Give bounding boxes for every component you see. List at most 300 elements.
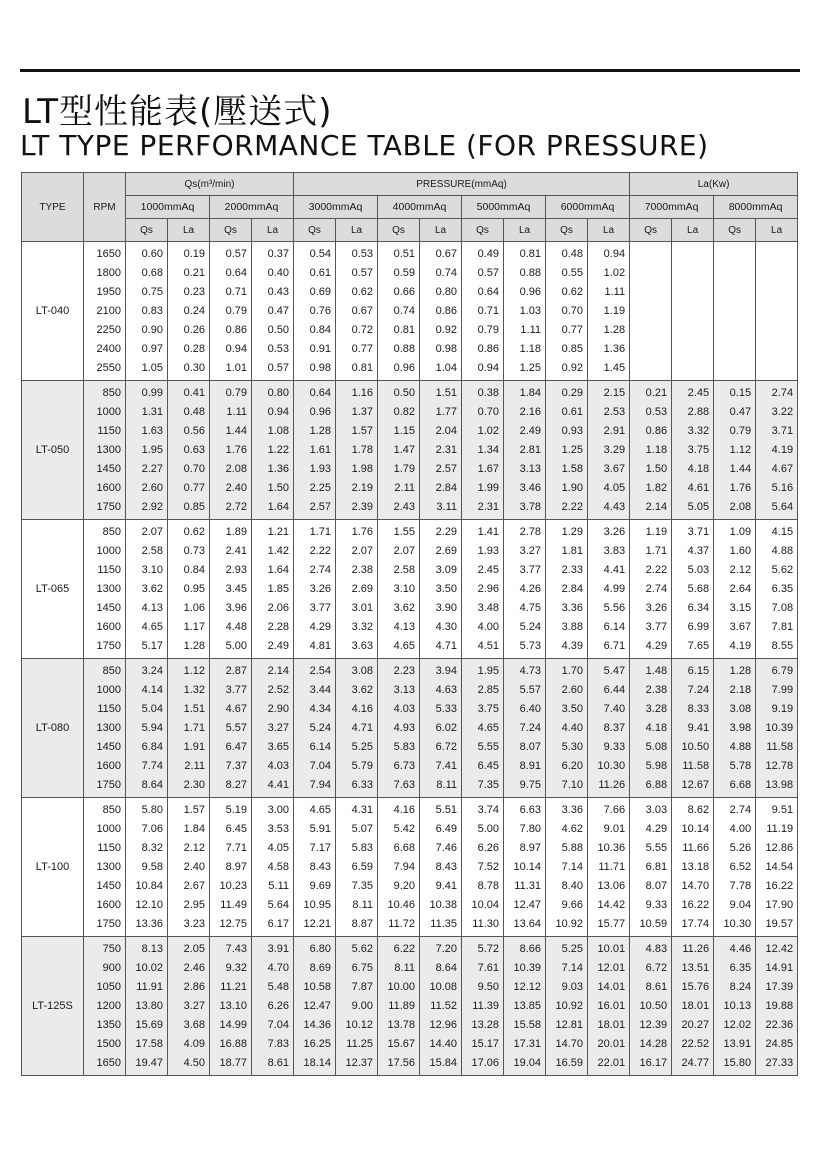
la-col-header: La	[252, 219, 294, 242]
performance-value: 3.48	[477, 601, 499, 614]
la-value-cell	[504, 798, 546, 937]
performance-value: 12.02	[723, 1018, 752, 1031]
performance-value: 12.47	[303, 999, 331, 1012]
performance-value: 4.16	[351, 702, 373, 715]
rpm-value: 1300	[96, 443, 121, 456]
performance-value: 16.22	[765, 879, 794, 892]
performance-value: 8.43	[435, 860, 457, 873]
performance-value: 11.71	[598, 860, 626, 873]
performance-value: 2.15	[603, 386, 626, 399]
rpm-value: 850	[102, 386, 121, 399]
performance-value: 2.06	[267, 601, 289, 614]
qs-value-cell	[294, 520, 336, 659]
qs-col-header: Qs	[126, 219, 168, 242]
performance-value: 16.88	[219, 1037, 247, 1050]
performance-value: 0.66	[393, 285, 415, 298]
performance-value: 1.37	[351, 405, 373, 418]
la-value-cell	[252, 381, 294, 520]
performance-value: 1.71	[645, 544, 668, 557]
performance-value: 3.22	[771, 405, 794, 418]
performance-value: 3.27	[519, 544, 541, 557]
performance-value: 7.78	[729, 879, 752, 892]
model-type: LT-100	[22, 798, 84, 937]
qs-col-header: Qs	[378, 219, 420, 242]
performance-value: 2.33	[561, 563, 583, 576]
performance-value: 4.65	[309, 803, 331, 816]
performance-value: 8.13	[141, 942, 163, 955]
rpm-value: 900	[102, 961, 121, 974]
la-value-cell	[672, 659, 714, 798]
performance-value: 24.85	[765, 1037, 794, 1050]
performance-value: 0.64	[225, 266, 247, 279]
performance-value: 2.74	[771, 386, 794, 399]
performance-value: 1.03	[519, 304, 541, 317]
performance-value: 14.99	[219, 1018, 247, 1031]
performance-value: 12.12	[513, 980, 541, 993]
performance-value: 11.25	[346, 1037, 373, 1050]
performance-value: 1.76	[225, 443, 247, 456]
performance-value: 5.98	[645, 759, 668, 772]
performance-value: 4.31	[351, 803, 373, 816]
performance-value: 3.74	[477, 803, 499, 816]
rpm-value: 2400	[96, 342, 121, 355]
performance-value: 1.50	[267, 481, 289, 494]
model-group-row	[22, 242, 798, 381]
la-col-header: La	[420, 219, 462, 242]
performance-value: 2.52	[267, 683, 289, 696]
la-value-cell	[588, 381, 630, 520]
performance-value: 1.90	[561, 481, 583, 494]
pressure-col-header: 1000mmAq	[126, 196, 210, 219]
performance-value: 12.39	[639, 1018, 668, 1031]
pressure-header: PRESSURE(mmAq)	[294, 173, 630, 196]
performance-value: 10.92	[555, 917, 583, 930]
la-value-cell	[420, 242, 462, 381]
la-value-cell	[336, 242, 378, 381]
performance-value: 2.64	[729, 582, 752, 595]
performance-value: 1.51	[435, 386, 457, 399]
performance-value: 4.75	[519, 601, 541, 614]
performance-value: 3.23	[183, 917, 205, 930]
performance-value: 5.30	[561, 740, 583, 753]
rpm-header: RPM	[84, 173, 126, 242]
performance-value: 1.04	[435, 361, 457, 374]
performance-value: 0.79	[729, 424, 752, 437]
performance-value: 14.40	[429, 1037, 457, 1050]
performance-value: 15.69	[135, 1018, 163, 1031]
performance-value: 10.36	[597, 841, 626, 854]
qs-col-header: Qs	[630, 219, 672, 242]
performance-value: 10.39	[513, 961, 541, 974]
performance-value: 7.94	[393, 860, 415, 873]
performance-value: 3.50	[435, 582, 457, 595]
la-value-cell	[168, 937, 210, 1076]
performance-value: 1.34	[477, 443, 499, 456]
performance-value: 11.19	[766, 822, 794, 835]
rpm-value: 1450	[96, 740, 121, 753]
la-col-header: La	[588, 219, 630, 242]
performance-value: 4.65	[477, 721, 499, 734]
performance-value: 2.07	[393, 544, 415, 557]
performance-value: 8.11	[394, 961, 415, 974]
performance-value: 2.23	[393, 664, 415, 677]
performance-value: 8.07	[645, 879, 668, 892]
la-value-cell	[672, 520, 714, 659]
performance-value: 2.29	[435, 525, 457, 538]
performance-value: 0.62	[561, 285, 583, 298]
qs-value-cell	[210, 798, 252, 937]
performance-value: 4.29	[645, 822, 668, 835]
performance-value: 8.07	[519, 740, 541, 753]
performance-value: 2.78	[519, 525, 541, 538]
performance-value: 3.27	[267, 721, 289, 734]
performance-value: 3.44	[309, 683, 331, 696]
performance-value: 2.58	[393, 563, 415, 576]
qs-value-cell	[546, 659, 588, 798]
performance-value: 14.91	[765, 961, 794, 974]
performance-table	[21, 172, 798, 1076]
type-header: TYPE	[22, 173, 84, 242]
performance-value: 0.94	[477, 361, 499, 374]
performance-value: 3.62	[393, 601, 415, 614]
performance-value: 10.38	[429, 898, 457, 911]
performance-value: 8.97	[225, 860, 247, 873]
la-col-header: La	[336, 219, 378, 242]
performance-value: 3.75	[477, 702, 499, 715]
performance-value: 3.26	[309, 582, 331, 595]
performance-value: 10.23	[219, 879, 247, 892]
performance-value: 9.32	[225, 961, 247, 974]
performance-value: 0.21	[183, 266, 205, 279]
performance-value: 0.74	[435, 266, 457, 279]
rpm-cell	[84, 937, 126, 1076]
performance-value: 0.95	[183, 582, 205, 595]
performance-value: 3.65	[267, 740, 289, 753]
performance-value: 13.36	[135, 917, 163, 930]
performance-value: 1.71	[183, 721, 205, 734]
performance-value: 3.26	[645, 601, 668, 614]
performance-value: 1.11	[604, 285, 626, 298]
performance-value: 4.34	[309, 702, 331, 715]
performance-value: 2.28	[267, 620, 289, 633]
performance-value: 1.60	[729, 544, 752, 557]
performance-value: 2.54	[309, 664, 331, 677]
rpm-value: 1000	[96, 405, 121, 418]
la-value-cell	[756, 937, 798, 1076]
performance-value: 15.58	[513, 1018, 541, 1031]
performance-value: 3.24	[141, 664, 163, 677]
qs-value-cell	[294, 798, 336, 937]
qs-value-cell	[714, 242, 756, 381]
performance-value: 0.53	[267, 342, 289, 355]
model-type: LT-040	[22, 242, 84, 381]
performance-value: 0.38	[477, 386, 499, 399]
qs-col-header: Qs	[294, 219, 336, 242]
performance-value: 2.11	[394, 481, 415, 494]
performance-value: 6.33	[351, 778, 373, 791]
performance-value: 7.52	[477, 860, 499, 873]
performance-value: 12.42	[765, 942, 794, 955]
performance-value: 4.19	[771, 443, 794, 456]
performance-value: 1.76	[351, 525, 373, 538]
performance-value: 0.55	[561, 266, 583, 279]
qs-value-cell	[546, 937, 588, 1076]
performance-value: 1.28	[309, 424, 331, 437]
qs-col-header: Qs	[714, 219, 756, 242]
performance-value: 3.90	[435, 601, 457, 614]
qs-value-cell	[126, 520, 168, 659]
performance-value: 2.22	[561, 500, 583, 513]
qs-value-cell	[630, 242, 672, 381]
performance-value: 4.00	[729, 822, 752, 835]
performance-value: 1.12	[183, 664, 205, 677]
la-value-cell	[336, 520, 378, 659]
la-value-cell	[420, 937, 462, 1076]
performance-value: 10.01	[597, 942, 626, 955]
performance-value: 6.52	[729, 860, 752, 873]
la-col-header: La	[672, 219, 714, 242]
performance-value: 0.23	[183, 285, 205, 298]
performance-value: 1.64	[267, 500, 289, 513]
performance-value: 8.40	[561, 879, 583, 892]
performance-value: 0.47	[729, 405, 752, 418]
performance-value: 15.67	[387, 1037, 415, 1050]
pressure-col-header: 6000mmAq	[546, 196, 630, 219]
performance-value: 2.85	[477, 683, 499, 696]
qs-value-cell	[210, 381, 252, 520]
performance-value: 12.10	[135, 898, 163, 911]
performance-value: 4.40	[561, 721, 583, 734]
performance-value: 0.79	[225, 304, 247, 317]
performance-value: 0.69	[309, 285, 331, 298]
performance-value: 0.77	[351, 342, 373, 355]
performance-value: 3.75	[687, 443, 710, 456]
performance-value: 5.05	[687, 500, 710, 513]
performance-value: 1.25	[561, 443, 583, 456]
performance-value: 4.48	[225, 620, 247, 633]
rpm-value: 1450	[96, 462, 121, 475]
performance-value: 0.82	[393, 405, 415, 418]
performance-value: 10.39	[765, 721, 794, 734]
performance-value: 1.17	[183, 620, 205, 633]
performance-value: 6.88	[645, 778, 668, 791]
performance-value: 7.24	[687, 683, 710, 696]
performance-value: 3.01	[351, 601, 373, 614]
performance-value: 2.12	[183, 841, 205, 854]
performance-value: 13.91	[723, 1037, 752, 1050]
qs-value-cell	[378, 798, 420, 937]
la-value-cell	[672, 798, 714, 937]
performance-value: 0.51	[393, 247, 415, 260]
performance-value: 6.44	[603, 683, 626, 696]
performance-value: 5.33	[435, 702, 457, 715]
performance-value: 2.74	[645, 582, 668, 595]
performance-value: 6.45	[225, 822, 247, 835]
performance-value: 4.93	[393, 721, 415, 734]
la-value-cell	[336, 937, 378, 1076]
model-group-row	[22, 381, 798, 520]
rpm-value: 1050	[96, 980, 121, 993]
performance-value: 8.69	[309, 961, 331, 974]
performance-value: 10.92	[555, 999, 583, 1012]
performance-value: 7.35	[351, 879, 373, 892]
performance-value: 7.43	[225, 942, 247, 955]
performance-value: 5.88	[561, 841, 583, 854]
performance-value: 0.62	[183, 525, 205, 538]
performance-value: 0.91	[309, 342, 331, 355]
performance-value: 13.98	[765, 778, 794, 791]
performance-value: 3.62	[351, 683, 373, 696]
la-value-cell	[588, 798, 630, 937]
qs-value-cell	[630, 520, 672, 659]
qs-value-cell	[210, 659, 252, 798]
performance-value: 2.46	[183, 961, 205, 974]
rpm-cell	[84, 798, 126, 937]
rpm-value: 1150	[97, 841, 121, 854]
performance-value: 1.08	[267, 424, 289, 437]
performance-value: 5.83	[393, 740, 415, 753]
performance-value: 2.74	[729, 803, 752, 816]
performance-value: 8.62	[687, 803, 710, 816]
performance-value: 3.78	[519, 500, 541, 513]
performance-value: 0.49	[477, 247, 499, 260]
performance-value: 10.50	[681, 740, 710, 753]
performance-value: 5.00	[225, 639, 247, 652]
performance-value: 0.24	[183, 304, 205, 317]
performance-value: 0.19	[183, 247, 205, 260]
performance-value: 10.95	[303, 898, 331, 911]
performance-value: 0.75	[141, 285, 163, 298]
performance-value: 8.78	[477, 879, 499, 892]
performance-value: 5.51	[435, 803, 457, 816]
performance-value: 5.80	[141, 803, 163, 816]
performance-value: 6.35	[771, 582, 794, 595]
performance-value: 16.25	[303, 1037, 331, 1050]
performance-value: 1.19	[603, 304, 626, 317]
performance-value: 2.41	[225, 544, 247, 557]
performance-value: 3.32	[351, 620, 373, 633]
performance-value: 19.04	[513, 1056, 541, 1069]
performance-value: 6.68	[729, 778, 752, 791]
la-value-cell	[588, 520, 630, 659]
performance-value: 1.58	[561, 462, 583, 475]
performance-value: 4.41	[603, 563, 626, 576]
la-value-cell	[252, 798, 294, 937]
la-value-cell	[252, 242, 294, 381]
performance-value: 8.66	[519, 942, 541, 955]
performance-value: 2.53	[603, 405, 626, 418]
rpm-value: 1350	[96, 1018, 121, 1031]
performance-value: 5.00	[477, 822, 499, 835]
performance-value: 10.84	[135, 879, 163, 892]
rpm-value: 1650	[96, 1056, 121, 1069]
performance-value: 17.39	[765, 980, 794, 993]
performance-value: 0.67	[351, 304, 373, 317]
performance-value: 11.30	[472, 917, 499, 930]
model-group-row	[22, 520, 798, 659]
performance-value: 1.78	[351, 443, 373, 456]
performance-value: 7.80	[519, 822, 541, 835]
performance-value: 19.57	[765, 917, 794, 930]
performance-value: 2.49	[519, 424, 541, 437]
performance-value: 11.39	[472, 999, 499, 1012]
performance-value: 7.87	[351, 980, 373, 993]
performance-value: 1.48	[645, 664, 668, 677]
la-value-cell	[756, 659, 798, 798]
la-value-cell	[756, 381, 798, 520]
performance-value: 1.50	[645, 462, 668, 475]
performance-value: 1.45	[603, 361, 626, 374]
performance-value: 5.64	[771, 500, 794, 513]
performance-value: 9.20	[393, 879, 415, 892]
performance-value: 15.84	[429, 1056, 457, 1069]
performance-value: 7.35	[477, 778, 499, 791]
performance-value: 11.26	[682, 942, 710, 955]
pressure-col-header: 4000mmAq	[378, 196, 462, 219]
performance-value: 4.03	[393, 702, 415, 715]
performance-value: 11.58	[766, 740, 794, 753]
qs-col-header: Qs	[546, 219, 588, 242]
performance-value: 3.10	[141, 563, 163, 576]
la-value-cell	[504, 381, 546, 520]
performance-value: 1.57	[351, 424, 373, 437]
performance-value: 1.36	[267, 462, 289, 475]
performance-value: 0.94	[225, 342, 247, 355]
performance-value: 0.15	[729, 386, 752, 399]
performance-value: 8.55	[771, 639, 794, 652]
performance-value: 3.15	[729, 601, 752, 614]
performance-value: 1.84	[519, 386, 541, 399]
qs-value-cell	[462, 520, 504, 659]
performance-value: 9.58	[141, 860, 163, 873]
la-value-cell	[420, 798, 462, 937]
performance-value: 13.78	[387, 1018, 415, 1031]
performance-value: 1.28	[603, 323, 626, 336]
performance-value: 1.25	[519, 361, 541, 374]
performance-value: 1.44	[225, 424, 247, 437]
performance-value: 8.11	[352, 898, 373, 911]
performance-value: 5.42	[393, 822, 415, 835]
performance-value: 5.83	[351, 841, 373, 854]
la-col-header: La	[504, 219, 546, 242]
performance-value: 4.18	[687, 462, 710, 475]
performance-value: 9.00	[351, 999, 373, 1012]
performance-value: 13.28	[471, 1018, 499, 1031]
rpm-value: 1750	[96, 500, 121, 513]
qs-value-cell	[294, 659, 336, 798]
performance-value: 3.09	[435, 563, 457, 576]
performance-value: 0.43	[267, 285, 289, 298]
performance-value: 9.69	[309, 879, 331, 892]
qs-value-cell	[546, 381, 588, 520]
performance-value: 9.41	[435, 879, 457, 892]
performance-value: 17.74	[681, 917, 710, 930]
performance-value: 3.00	[267, 803, 289, 816]
performance-value: 9.01	[603, 822, 626, 835]
performance-value: 4.05	[267, 841, 289, 854]
model-type: LT-050	[22, 381, 84, 520]
performance-value: 2.25	[309, 481, 331, 494]
performance-value: 12.75	[219, 917, 247, 930]
la-value-cell	[672, 937, 714, 1076]
performance-value: 3.83	[603, 544, 626, 557]
performance-value: 13.06	[597, 879, 626, 892]
performance-value: 0.40	[267, 266, 289, 279]
performance-value: 7.37	[225, 759, 247, 772]
performance-value: 18.01	[597, 1018, 626, 1031]
qs-value-cell	[714, 659, 756, 798]
performance-value: 2.45	[477, 563, 499, 576]
